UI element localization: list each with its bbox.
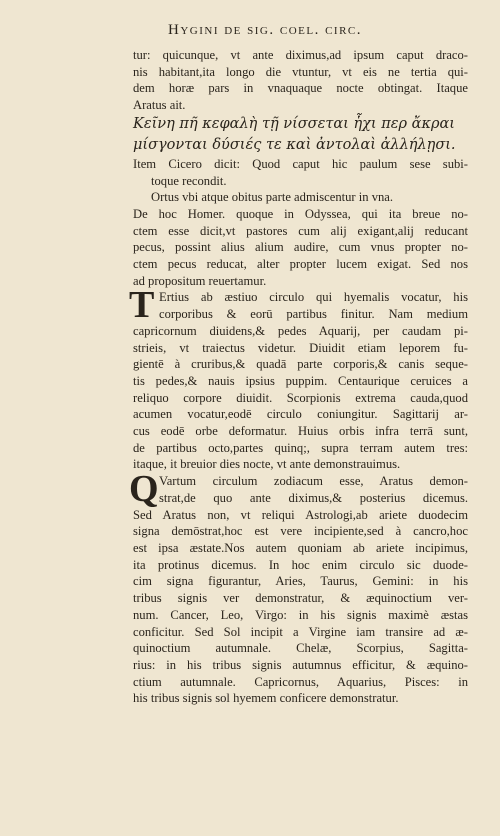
text-line: strieis, vt traiectus videtur. Diuidit etiam leporem fu- <box>133 340 468 355</box>
text-line: Κεῖνη πῆ κεφαλὴ τῇ νίσσεται ἧχι περ ἄκραι <box>133 115 455 132</box>
drop-cap: T <box>129 284 155 327</box>
text-line: cus eodē orbe deformatur. Huius orbis infra terrā sunt, <box>133 424 468 439</box>
text-line: rius: in his tribus signis autumnus efficitur, & æquino- <box>133 657 468 672</box>
text-line: his tribus signis sol hyemem conficere demonstratur. <box>133 691 399 706</box>
text-line: acumen vocatur,eodē circulo coniungitur. Sagittarij ar- <box>133 407 468 422</box>
text-line: tribus signis ver demonstratur, & æquinoctium ver- <box>133 591 468 606</box>
text-line: itaque, it breuior dies nocte, vt ante demonstrauimus. <box>133 457 401 472</box>
text-line: est ipsa æstate.Nos autem quoniam ab ariete incipimus, <box>133 540 468 555</box>
text-line: Ortus vbi atque obitus parte admiscentur in vna. <box>151 190 394 205</box>
text-line: ctium autumnale. Capricornus, Aquarius, Pisces: in <box>133 674 468 689</box>
text-line: quinoctium autumnale. Chelæ, Scorpius, Sagitta- <box>133 641 468 656</box>
text-line: Sed Aratus non, vt reliqui Astrologi,ab ariete duodecim <box>133 507 468 522</box>
page-header <box>0 22 500 44</box>
drop-cap: Q <box>129 468 159 511</box>
text-line: tur: quicunque, vt ante diximus,ad ipsum caput draco- <box>133 48 468 62</box>
text-line: μίσγονται δύσιές τε καὶ ἀντολαὶ ἀλλήλῃσι. <box>133 136 456 153</box>
text-line: cim signa figurantur, Aries, Taurus, Gemini: in his <box>133 574 468 589</box>
running-title: Hygini de sig. coel. circ. <box>168 22 363 38</box>
text-line: conficitur. Sed Sol incipit a Virgine iam transire ad æ- <box>133 624 468 639</box>
text-line: Vartum circulum zodiacum esse, Aratus demon- <box>159 474 468 489</box>
text-line: ctem esse dicit,vt pastores cum alij exigant,alij reducant <box>133 223 468 238</box>
paragraph-1 <box>133 47 468 289</box>
text-line: nis habitant,ita longo die vtuntur, vt eis ne tertia qui- <box>133 64 468 79</box>
text-line: signa demōstrat,hoc est vere incipiente,sed à cancro,hoc <box>133 524 468 539</box>
text-block <box>129 47 468 707</box>
text-line: Item Cicero dicit: Quod caput hic paulum sese subi- <box>133 156 468 171</box>
text-line: De hoc Homer. quoque in Odyssea, qui ita breue no- <box>133 206 468 221</box>
text-line: gientē à cruribus,& quadā parte corporis,& canis seque- <box>133 357 468 372</box>
text-line: Aratus ait. <box>133 98 186 113</box>
text-line: num. Cancer, Leo, Virgo: in his signis maximè æstas <box>133 607 468 622</box>
text-line: ad propositum reuertamur. <box>133 273 267 288</box>
text-line: tis pedes,& nauis ipsius puppim. Centaurique ceruices a <box>133 373 468 388</box>
text-line: reliquo corpore diuidit. Scorpionis extrema cauda,quod <box>133 390 468 405</box>
text-line: corporibus & eorū partibus finitur. Nam medium <box>159 307 468 322</box>
text-line: dem horæ pars in vnaquaque nocte obtingat. Itaque <box>133 81 468 96</box>
text-line: strat,de quo ante diximus,& posterius dicemus. <box>159 490 468 505</box>
paragraph-3 <box>129 468 468 707</box>
paragraph-2 <box>129 284 468 473</box>
text-line: toque recondit. <box>151 173 227 188</box>
text-line: pecus, possint alius alium audire, cum vnus propter no- <box>133 240 468 255</box>
text-line: capricornum diuidens,& pedes Aquarij, per caudam pi- <box>133 323 468 338</box>
text-line: Ertius ab æstiuo circulo qui hyemalis vocatur, his <box>159 290 468 305</box>
text-line: ita protinus dicemus. In hoc enim circulo sic duode- <box>133 557 468 572</box>
text-line: de partibus octo,partes quinq;, supra terram autem tres: <box>133 440 468 455</box>
text-line: ctem pecus reducat, alter propter lucem exigat. Sed nos <box>133 257 468 272</box>
